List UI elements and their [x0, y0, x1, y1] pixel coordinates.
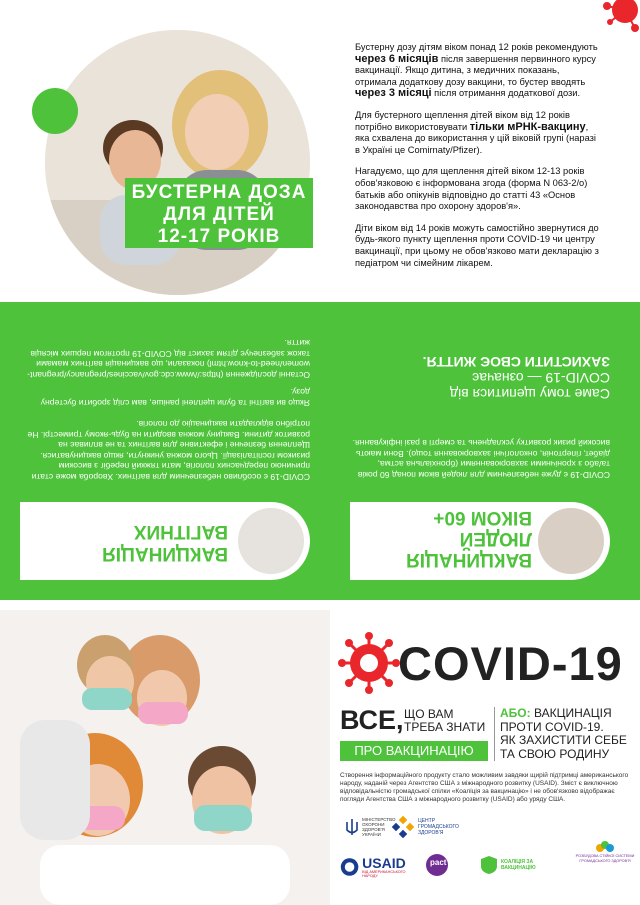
- paragraph-3: Нагадуємо, що для щеплення дітей віком 12-13 років обов'язковою є інформована згода (форма N 063-2/о) батьків або опікунів відповідно до статті 43 «Основ законодавства про охорону здоров'я».: [355, 166, 588, 212]
- seniors-title: [352, 507, 532, 570]
- trident-icon: [345, 818, 359, 836]
- shield-icon: [480, 855, 498, 875]
- right-line-3: ЯК ЗАХИСТИТИ СЕБЕ: [500, 733, 627, 747]
- virus-decoration-icon: [585, 0, 640, 38]
- pregnant-title-2: ВАГІТНИХ: [133, 521, 228, 542]
- kids-photo: [45, 30, 310, 295]
- coalition-logo: [480, 850, 540, 880]
- disclaimer: Створення інформаційного продукту стало можливим завдяки щирій підтримці американського народу, наданій через Агентство США з міжнародного розвитку (USAID). Зміст є виключною відповідальністю громадської спілки «Коаліція за вакцинацію» і не обов'язково відображає погляди Агентства США з міжнародного розвитку (USAID) або уряду США.: [340, 772, 629, 803]
- right-line-2: ПРОТИ COVID-19.: [500, 719, 604, 734]
- moz-text: МІНІСТЕРСТВО ОХОРОНИ ЗДОРОВ'Я УКРАЇНИ: [362, 817, 396, 837]
- pregnant-title: [28, 520, 228, 564]
- green-dot: [32, 88, 78, 134]
- scho-vam: [404, 708, 485, 734]
- p1-text-a: Бустерну дозу дітям віком понад 12 років рекомендують: [355, 42, 598, 52]
- p2-bold-b: тільки мРНК-вакцину: [469, 120, 586, 133]
- system-logo: [575, 840, 635, 885]
- p2-text-a: Для бустерного щеплення дітей віком від 12 років потрібно використовувати: [355, 109, 570, 132]
- p1-bold-b: через 6 місяців: [355, 52, 439, 65]
- pregnant-text-2: Якщо ви вагітні та були щеплені раніше, вам слід зробити бустерну дозу.: [40, 387, 310, 408]
- callout-line-2: COVID-19 — означає: [472, 370, 610, 386]
- usaid-text: [362, 856, 410, 870]
- seniors-title-1: ВАКЦИНАЦІЯ: [406, 549, 532, 570]
- covid-virus-icon: [338, 632, 400, 694]
- pregnant-title-1: ВАКЦИНАЦІЯ: [102, 543, 228, 564]
- usaid-word: USAID: [362, 854, 406, 871]
- pregnant-panel: [20, 320, 320, 580]
- seniors-title-2: ЛЮДЕЙ: [459, 528, 532, 549]
- vse-block: [340, 705, 492, 763]
- teen-booster-title: [125, 178, 313, 248]
- pact-logo: [425, 850, 465, 880]
- pregnant-text-1: COVID-19 є особливо небезпечним для вагітних. Хвороба може стати причиною передчасних пологів, мати тяжкий перебіг з високим ризиком госпіталізації. Цього можна уникнути, якщо вакцинуватися. Щеплення безпечне і ефективне для вагітних та не впливає на розвиток дитини. Вакцину можна вводити на будь-якому триместрі. Не потрібно відкладати вакцинацію до пологів.: [27, 419, 310, 482]
- cgz-text: ЦЕНТР ГРОМАДСЬКОГО ЗДОРОВ'Я: [418, 818, 459, 836]
- seniors-title-3: ВІКОМ 60+: [433, 507, 532, 528]
- callout-line-1: Саме тому щепитися від: [449, 386, 610, 402]
- seniors-photo: [538, 508, 604, 574]
- usaid-seal-icon: [340, 855, 359, 879]
- paragraph-1: [355, 42, 603, 100]
- pact-text: pact: [430, 858, 447, 867]
- seniors-callout: [350, 354, 610, 402]
- seniors-text: COVID-19 є дуже небезпечним для людей віком понад 60 років та/або з хронічними захворюваннями (бронхіальна астма, діабет, гіпертонія, онкологічні захворювання тощо). Вони мають високий ризик розвитку ускладнень та смерті в разі інфікування.: [352, 438, 610, 480]
- coalition-text: КОАЛІЦІЯ ЗА ВАКЦИНАЦІЮ: [501, 859, 536, 871]
- scho-vam-line-2: ТРЕБА ЗНАТИ: [404, 720, 486, 734]
- cgz-logo: [392, 812, 472, 842]
- p1-text-c: після завершення первинного курсу вакцинації. Якщо дитина, з медичних показань, отримала додаткову дозу вакцини, то бустер вводять: [355, 53, 596, 87]
- divider: [494, 707, 495, 761]
- right-line-4: ТА СВОЮ РОДИНУ: [500, 746, 610, 761]
- callout-line-3: ЗАХИСТИТИ СВОЄ ЖИТТЯ.: [422, 354, 610, 370]
- p2-text-c: , яка схвалена до використання у цій віковій групі (наразі в Україні це Comirnaty/Pfizer).: [355, 121, 596, 155]
- title-line-2: ДЛЯ ДІТЕЙ: [163, 204, 275, 225]
- p1-bold-d: через 3 місяці: [355, 87, 432, 100]
- teen-booster-text: [355, 42, 603, 269]
- seniors-panel: [340, 320, 610, 580]
- flower-icon: [594, 840, 616, 854]
- paragraph-2: [355, 110, 603, 156]
- pro-vakcinaciyu-banner: ПРО ВАКЦИНАЦІЮ: [340, 741, 488, 761]
- usaid-logo: [340, 852, 410, 882]
- vse-word: ВСЕ,: [340, 705, 404, 735]
- paragraph-4: Діти віком від 14 років можуть самостійно звернутися до будь-якого пункту щеплення проти COVID-19 чи центру вакцинації, при цьому не обов'язково мати декларацію з педіатром чи сімейним лікарем.: [355, 222, 599, 268]
- scho-vam-line-1: ЩО ВАМ: [404, 707, 454, 721]
- pregnant-photo: [238, 508, 304, 574]
- usaid-sub: ВІД АМЕРИКАНСЬКОГО НАРОДУ: [362, 869, 406, 878]
- cgz-icon: [392, 816, 414, 838]
- p1-text-e: після отримання додаткової дози.: [431, 88, 581, 99]
- system-text: РОЗБУДОВА СТІЙКОЇ СИСТЕМИ ГРОМАДСЬКОГО ЗДОРОВ'Я: [575, 854, 635, 863]
- title-line-3: 12-17 РОКІВ: [157, 226, 281, 247]
- band-rotated-content: [0, 302, 640, 600]
- pregnant-text-3: Останні дослідження (https://www.cdc.gov/vaccines/pregnancy/pregnant-women/need-to-know.html) показали, що вакцинація вагітних мамами також забезпечує дітям захист від COVID-19 протягом перших місяців життя.: [27, 338, 310, 380]
- right-line-1: ВАКЦИНАЦІЯ: [533, 706, 612, 720]
- folded-band: [0, 302, 640, 600]
- covid-title: COVID-19: [398, 637, 623, 690]
- abo-block: [500, 707, 630, 761]
- abo-word: АБО:: [500, 706, 531, 720]
- title-line-1: БУСТЕРНА ДОЗА: [131, 182, 307, 203]
- family-photo: [0, 610, 330, 905]
